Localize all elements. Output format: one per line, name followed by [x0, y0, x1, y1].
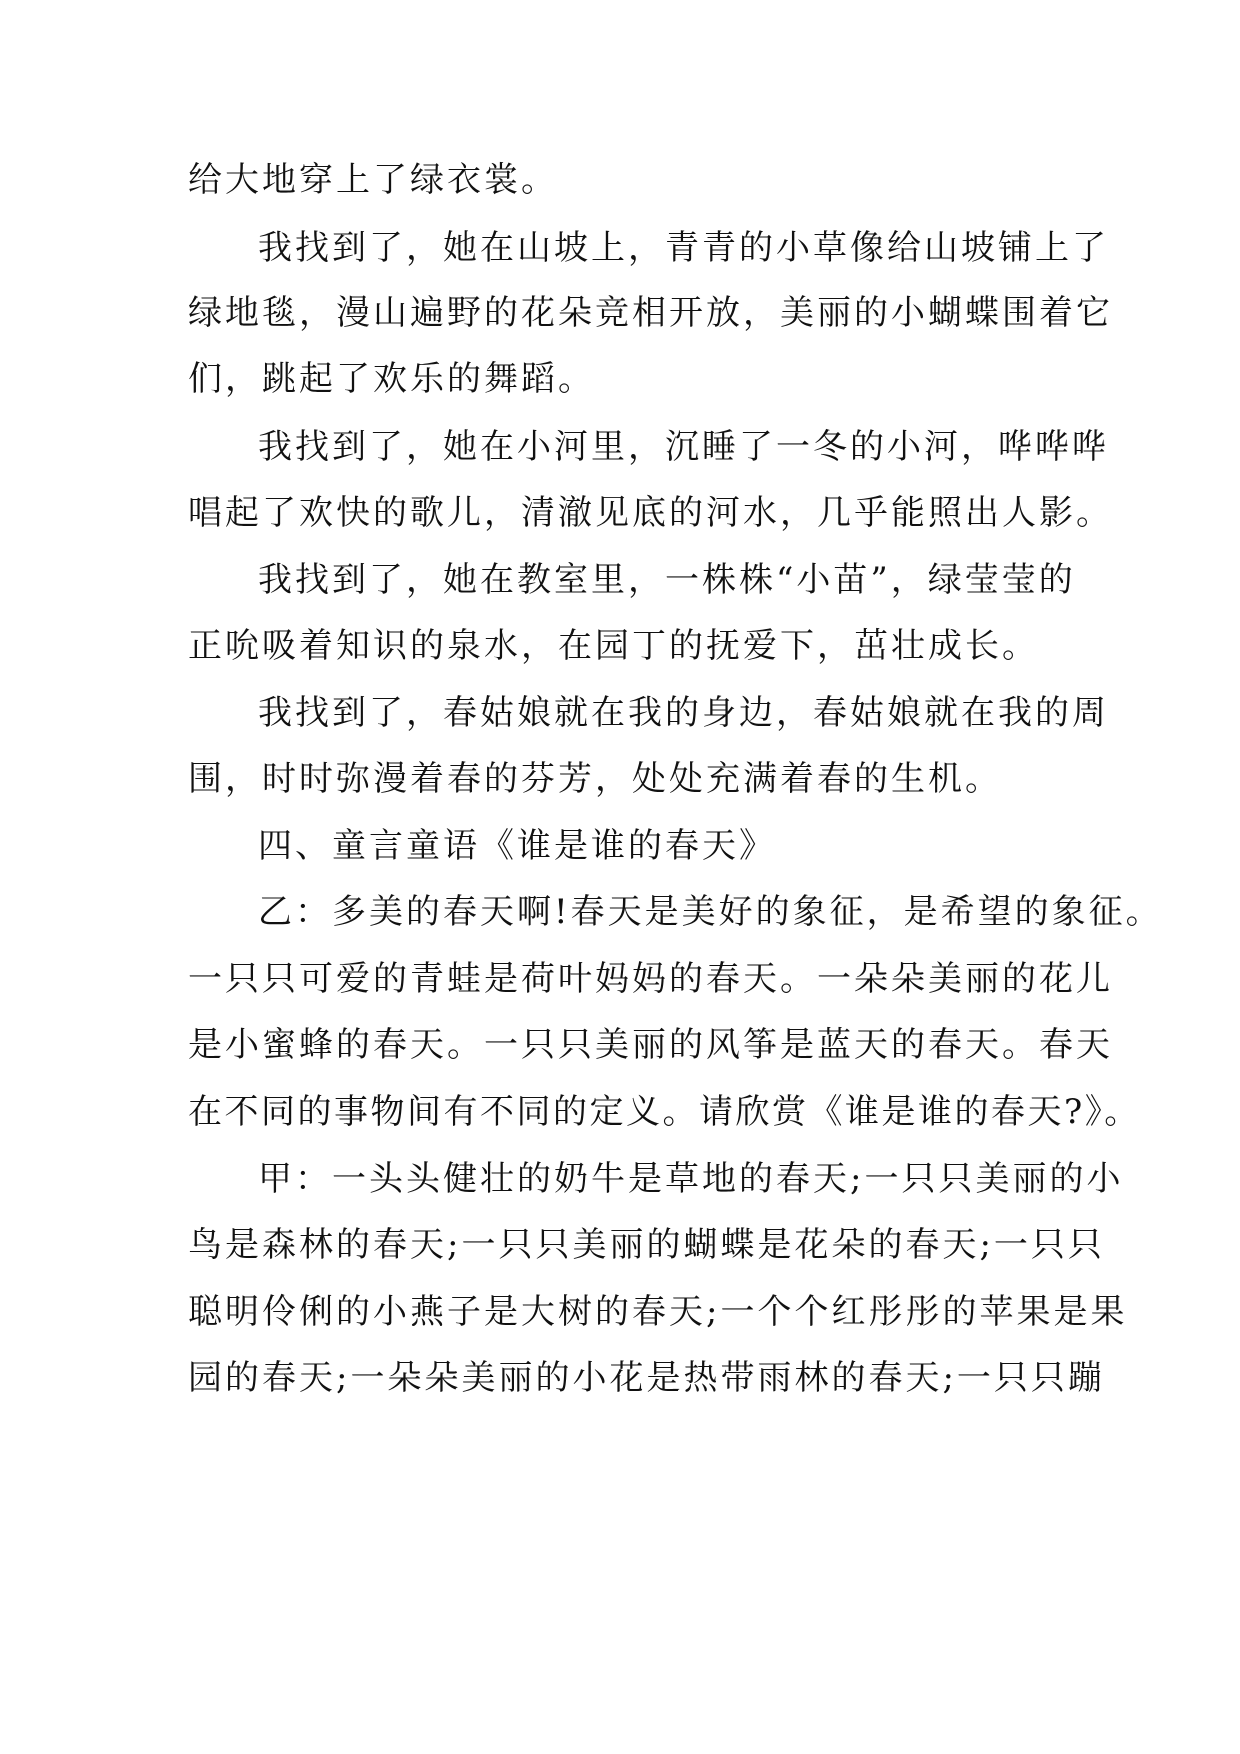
text-line: 鸟是森林的春天;一只只美丽的蝴蝶是花朵的春天;一只只	[188, 1225, 1105, 1265]
text-line: 围，时时弥漫着春的芬芳，处处充满着春的生机。	[188, 759, 1002, 799]
paragraph-start-line: 我找到了，她在山坡上，青青的小草像给山坡铺上了	[258, 228, 1109, 268]
text-line: 一只只可爱的青蛙是荷叶妈妈的春天。一朵朵美丽的花儿	[188, 959, 1113, 999]
paragraph-start-line: 我找到了，春姑娘就在我的身边，春姑娘就在我的周	[258, 693, 1109, 733]
text-line: 园的春天;一朵朵美丽的小花是热带雨林的春天;一只只蹦	[188, 1358, 1105, 1398]
text-line: 们，跳起了欢乐的舞蹈。	[188, 359, 595, 399]
text-line: 绿地毯，漫山遍野的花朵竞相开放，美丽的小蝴蝶围着它	[188, 293, 1113, 333]
text-line: 给大地穿上了绿衣裳。	[188, 160, 558, 200]
text-line: 聪明伶俐的小燕子是大树的春天;一个个红彤彤的苹果是果	[188, 1292, 1128, 1332]
text-line: 唱起了欢快的歌儿，清澈见底的河水，几乎能照出人影。	[188, 493, 1113, 533]
paragraph-start-line: 乙：多美的春天啊!春天是美好的象征，是希望的象征。	[258, 892, 1163, 932]
text-line: 是小蜜蜂的春天。一只只美丽的风筝是蓝天的春天。春天	[188, 1025, 1113, 1065]
text-line: 在不同的事物间有不同的定义。请欣赏《谁是谁的春天?》。	[188, 1092, 1141, 1132]
text-line: 正吮吸着知识的泉水，在园丁的抚爱下，茁壮成长。	[188, 626, 1039, 666]
paragraph-start-line: 甲：一头头健壮的奶牛是草地的春天;一只只美丽的小	[258, 1159, 1124, 1199]
section-heading: 四、童言童语《谁是谁的春天》	[258, 826, 776, 866]
paragraph-start-line: 我找到了，她在教室里，一株株“小苗”，绿莹莹的	[258, 560, 1076, 600]
paragraph-start-line: 我找到了，她在小河里，沉睡了一冬的小河，哗哗哗	[258, 427, 1109, 467]
